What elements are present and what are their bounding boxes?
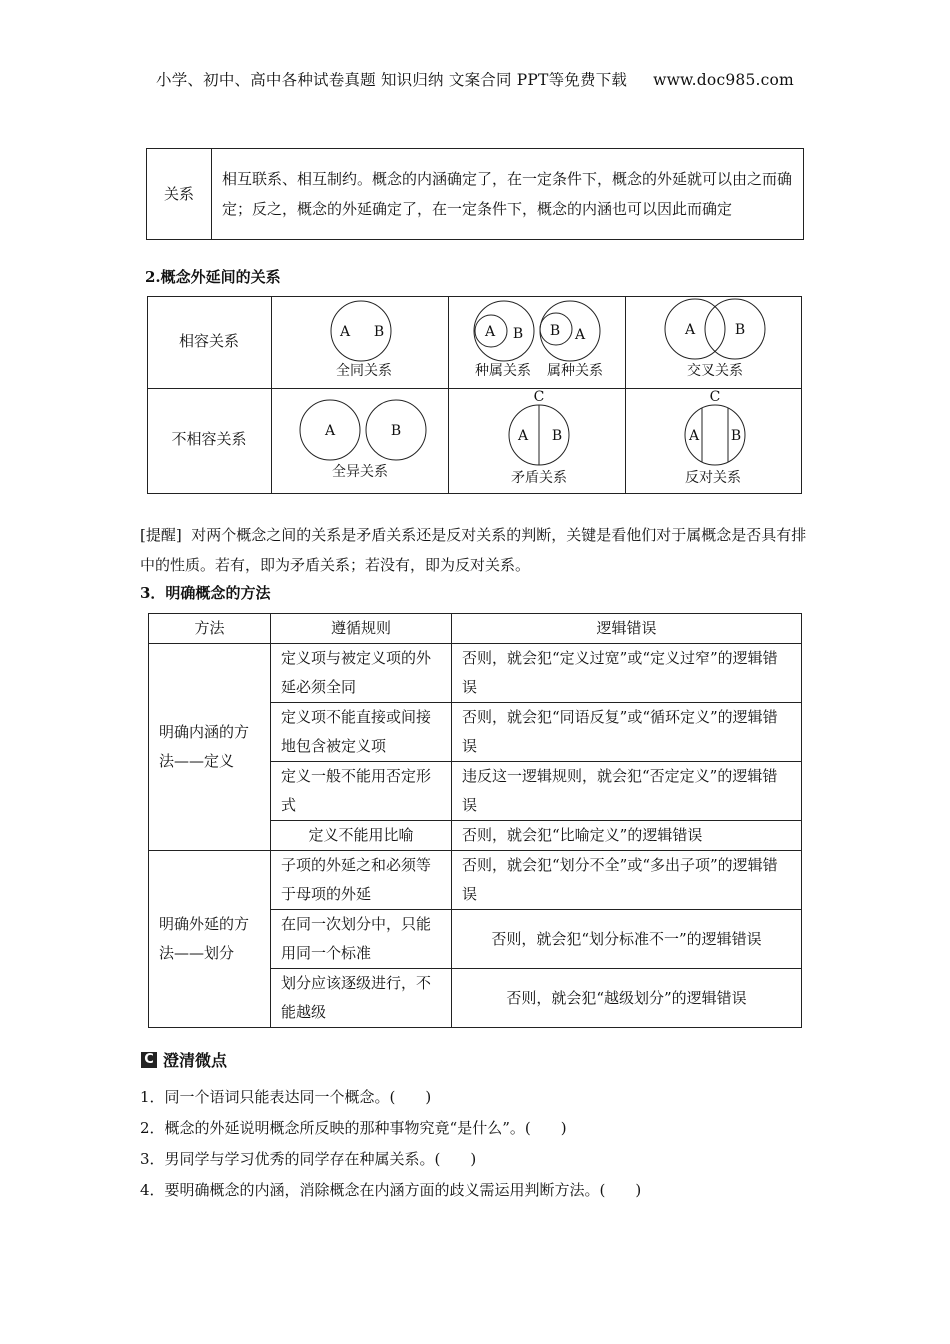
intersect-b: B — [734, 322, 746, 338]
clarify-icon: C — [141, 1052, 157, 1068]
error-cell: 否则，就会犯“同语反复”或“循环定义”的逻辑错误 — [452, 703, 802, 762]
header-url[interactable]: www.doc985.com — [653, 71, 794, 89]
page-header — [0, 68, 950, 90]
quiz-item: 1．同一个语词只能表达同一个概念。( ) — [140, 1088, 432, 1106]
genus-species-a: A — [574, 327, 586, 343]
contradiction-label: 矛盾关系 — [511, 470, 567, 486]
section2-title: 2.概念外延间的关系 — [145, 268, 281, 286]
quiz-heading — [141, 1048, 227, 1071]
methods-table — [148, 613, 802, 1028]
species-genus-outer — [474, 301, 534, 361]
identity-diagram — [331, 301, 392, 379]
section3-title: 3．明确概念的方法 — [140, 584, 271, 602]
disjoint-diagram — [300, 400, 426, 480]
opposition-diagram — [685, 389, 745, 486]
rule-cell: 子项的外延之和必须等于母项的外延 — [271, 851, 452, 910]
tip-text: 对两个概念之间的关系是矛盾关系还是反对关系的判断，关键是看他们对于属概念是否具有排中的性质。若有，即为矛盾关系；若没有，即为反对关系。 — [140, 526, 807, 574]
identity-b: B — [373, 324, 385, 340]
genus-species-b: B — [549, 323, 561, 339]
intersect-diagram — [665, 299, 765, 379]
rule-cell: 定义一般不能用否定形式 — [271, 762, 452, 821]
disjoint-a: A — [324, 423, 336, 439]
quiz-item: 4．要明确概念的内涵，消除概念在内涵方面的歧义需运用判断方法。( ) — [140, 1181, 642, 1199]
error-cell: 否则，就会犯“比喻定义”的逻辑错误 — [452, 821, 802, 851]
header-text: 小学、初中、高中各种试卷真题 知识归纳 文案合同 PPT等免费下载 — [156, 71, 628, 89]
opposition-b: B — [730, 428, 742, 444]
relation-table — [146, 148, 804, 240]
rule-cell: 在同一次划分中，只能用同一个标准 — [271, 910, 452, 969]
contradiction-b: B — [551, 428, 563, 444]
identity-label: 全同关系 — [336, 363, 392, 379]
genus-species-diagram — [540, 301, 603, 379]
quiz-title: 澄清微点 — [163, 1051, 228, 1070]
rule-cell: 定义项与被定义项的外延必须全同 — [271, 644, 452, 703]
quiz-list — [140, 1082, 641, 1206]
species-genus-diagram — [474, 301, 534, 379]
tip-tag: [提醒] — [140, 526, 182, 544]
relation-label: 关系 — [147, 149, 212, 240]
row2-label: 不相容关系 — [171, 430, 247, 448]
tip-paragraph — [140, 520, 810, 580]
species-genus-label: 种属关系 — [475, 363, 531, 379]
identity-a: A — [339, 324, 351, 340]
disjoint-label: 全异关系 — [332, 464, 388, 480]
quiz-item: 2．概念的外延说明概念所反映的那种事物究竟“是什么”。( ) — [140, 1119, 567, 1137]
method-division: 明确外延的方法——划分 — [149, 851, 271, 1028]
intersect-a: A — [684, 322, 696, 338]
species-genus-b: B — [512, 326, 524, 342]
error-cell: 否则，就会犯“越级划分”的逻辑错误 — [452, 969, 802, 1028]
error-cell: 否则，就会犯“划分不全”或“多出子项”的逻辑错误 — [452, 851, 802, 910]
error-cell: 否则，就会犯“划分标准不一”的逻辑错误 — [452, 910, 802, 969]
opposition-a: A — [688, 428, 700, 444]
contradiction-a: A — [517, 428, 529, 444]
genus-species-label: 属种关系 — [547, 363, 603, 379]
header-error: 逻辑错误 — [452, 614, 802, 644]
relation-text: 相互联系、相互制约。概念的内涵确定了，在一定条件下，概念的外延就可以由之而确定；反之，概念的外延确定了，在一定条件下，概念的内涵也可以因此而确定 — [212, 149, 804, 240]
extension-relations-table — [147, 296, 803, 496]
opposition-c: C — [709, 389, 721, 405]
contradiction-c: C — [533, 389, 545, 405]
row1-label: 相容关系 — [178, 332, 240, 350]
error-cell: 违反这一逻辑规则，就会犯“否定定义”的逻辑错误 — [452, 762, 802, 821]
rule-cell: 划分应该逐级进行，不能越级 — [271, 969, 452, 1028]
header-rule: 遵循规则 — [271, 614, 452, 644]
method-definition: 明确内涵的方法——定义 — [149, 644, 271, 851]
opposition-label: 反对关系 — [685, 470, 741, 486]
contradiction-diagram — [509, 389, 569, 486]
header-method: 方法 — [149, 614, 271, 644]
error-cell: 否则，就会犯“定义过宽”或“定义过窄”的逻辑错误 — [452, 644, 802, 703]
intersect-label: 交叉关系 — [687, 363, 743, 379]
rule-cell: 定义不能用比喻 — [271, 821, 452, 851]
species-genus-a: A — [484, 324, 496, 340]
rule-cell: 定义项不能直接或间接地包含被定义项 — [271, 703, 452, 762]
disjoint-b: B — [390, 423, 402, 439]
quiz-item: 3．男同学与学习优秀的同学存在种属关系。( ) — [140, 1150, 477, 1168]
